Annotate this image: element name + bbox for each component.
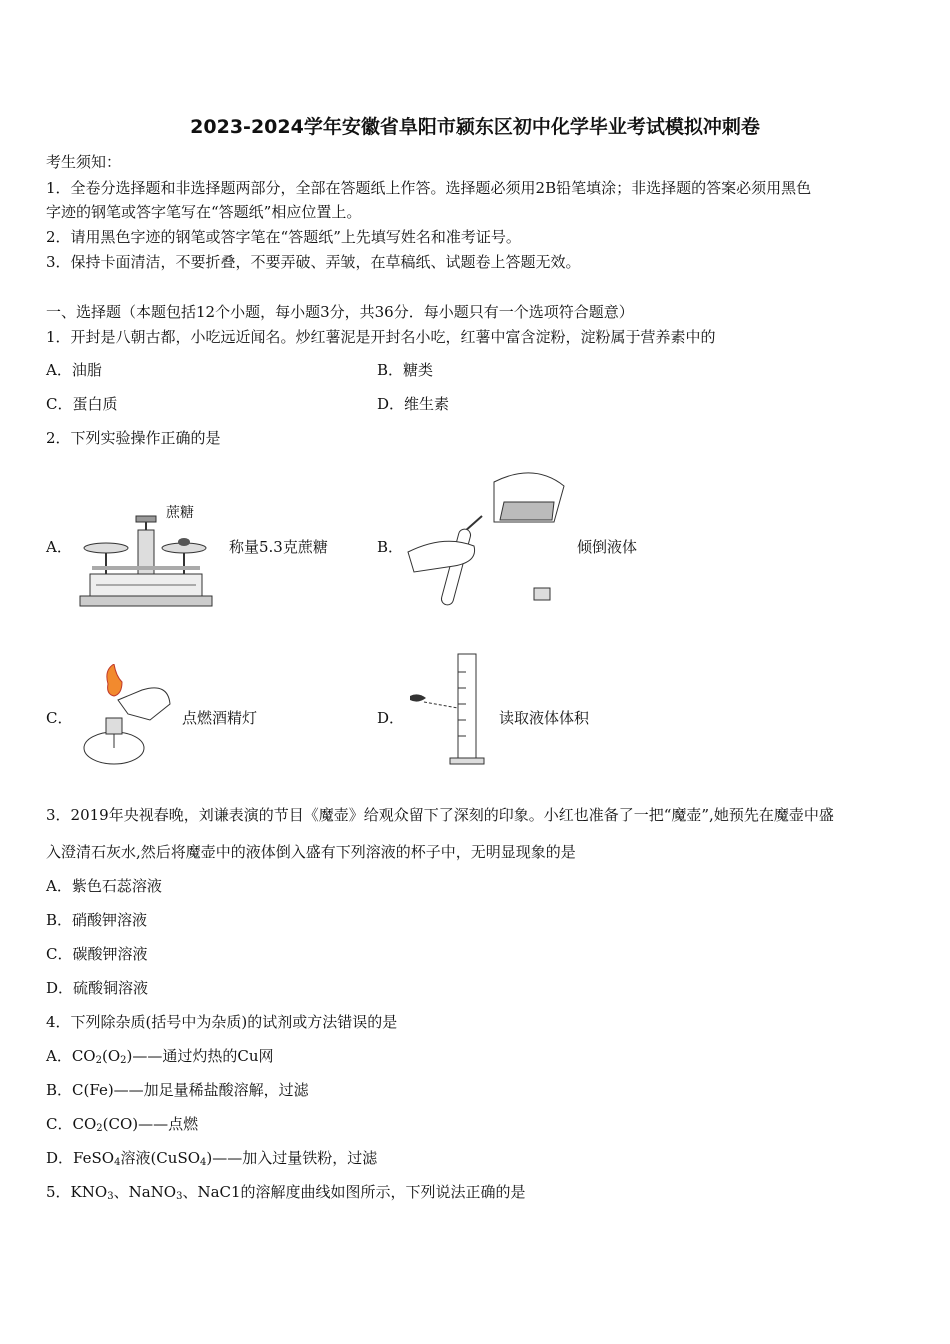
- q5-stem: 5．$KNO_3$、NaNO$_3$、NaC1的溶解度曲线如图所示，下列说法正确的是: [46, 1183, 526, 1202]
- q1-option-b: B．糖类: [377, 361, 434, 379]
- notice-item: 字迹的钢笔或答字笔写在“答题纸”相应位置上。: [46, 203, 362, 221]
- q4-option-d: D．FeSO$_4$溶液(CuSO$_4$)——加入过量铁粉，过滤: [46, 1149, 378, 1168]
- notice-item: 3．保持卡面清洁，不要折叠，不要弄破、弄皱，在草稿纸、试题卷上答题无效。: [46, 253, 581, 271]
- notice-item: 1．全卷分选择题和非选择题两部分，全部在答题纸上作答。选择题必须用2B铅笔填涂；非选择题的答案必须用黑色: [46, 179, 812, 197]
- q1-option-a: A．油脂: [46, 361, 102, 379]
- q4-stem: 4．下列除杂质(括号中为杂质)的试剂或方法错误的是: [46, 1013, 398, 1031]
- pouring-illustration: [404, 462, 584, 612]
- exam-title: 2023-2024学年安徽省阜阳市颍东区初中化学毕业考试模拟冲刺卷: [190, 116, 760, 138]
- q4-option-c: C．$CO_2(CO)——$点燃: [46, 1115, 199, 1134]
- q2-option-d-label: D．: [377, 709, 405, 727]
- q3-option-c: C．碳酸钾溶液: [46, 945, 148, 963]
- q2-option-a-label: A．: [46, 538, 72, 556]
- q4-option-b: B．C(Fe)——加足量稀盐酸溶解，过滤: [46, 1081, 309, 1099]
- q3-stem-line2: 入澄清石灰水,然后将魔壶中的液体倒入盛有下列溶液的杯子中，无明显现象的是: [46, 843, 576, 861]
- q1-option-d: D．维生素: [377, 395, 450, 413]
- q1-option-c: C．蛋白质: [46, 395, 118, 413]
- q4-option-a: A．$CO_2(O_2)——$通过灼热的Cu网: [46, 1047, 274, 1066]
- q2-option-a-caption: 称量5.3克蔗糖: [229, 538, 328, 556]
- q2-option-b-caption: 倾倒液体: [577, 538, 638, 556]
- q2-option-c-label: C．: [46, 709, 73, 727]
- q3-option-d: D．硫酸铜溶液: [46, 979, 149, 997]
- q1-stem: 1．开封是八朝古都，小吃远近闻名。炒红薯泥是开封名小吃，红薯中富含淀粉，淀粉属于营养素中的: [46, 328, 716, 346]
- notice-heading: 考生须知：: [46, 153, 122, 171]
- notice-item: 2．请用黑色字迹的钢笔或答字笔在“答题纸”上先填写姓名和准考证号。: [46, 228, 521, 246]
- q2-option-b-label: B．: [377, 538, 404, 556]
- graduated-cylinder-illustration: [404, 652, 494, 768]
- balance-illustration: [76, 500, 216, 612]
- alcohol-lamp-illustration: [78, 664, 178, 770]
- q3-stem-line1: 3．2019年央视春晚，刘谦表演的节目《魔壶》给观众留下了深刻的印象。小红也准备了一把“魔壶”,她预先在魔壶中盛: [46, 806, 834, 824]
- section-heading: 一、选择题（本题包括12个小题，每小题3分，共36分．每小题只有一个选项符合题意）: [46, 303, 634, 321]
- q2-option-d-caption: 读取液体体积: [499, 709, 590, 727]
- q3-option-a: A．紫色石蕊溶液: [46, 877, 162, 895]
- q3-option-b: B．硝酸钾溶液: [46, 911, 148, 929]
- q2-option-c-caption: 点燃酒精灯: [182, 709, 258, 727]
- sugar-tag: 蔗糖: [166, 505, 194, 521]
- q2-stem: 2．下列实验操作正确的是: [46, 429, 221, 447]
